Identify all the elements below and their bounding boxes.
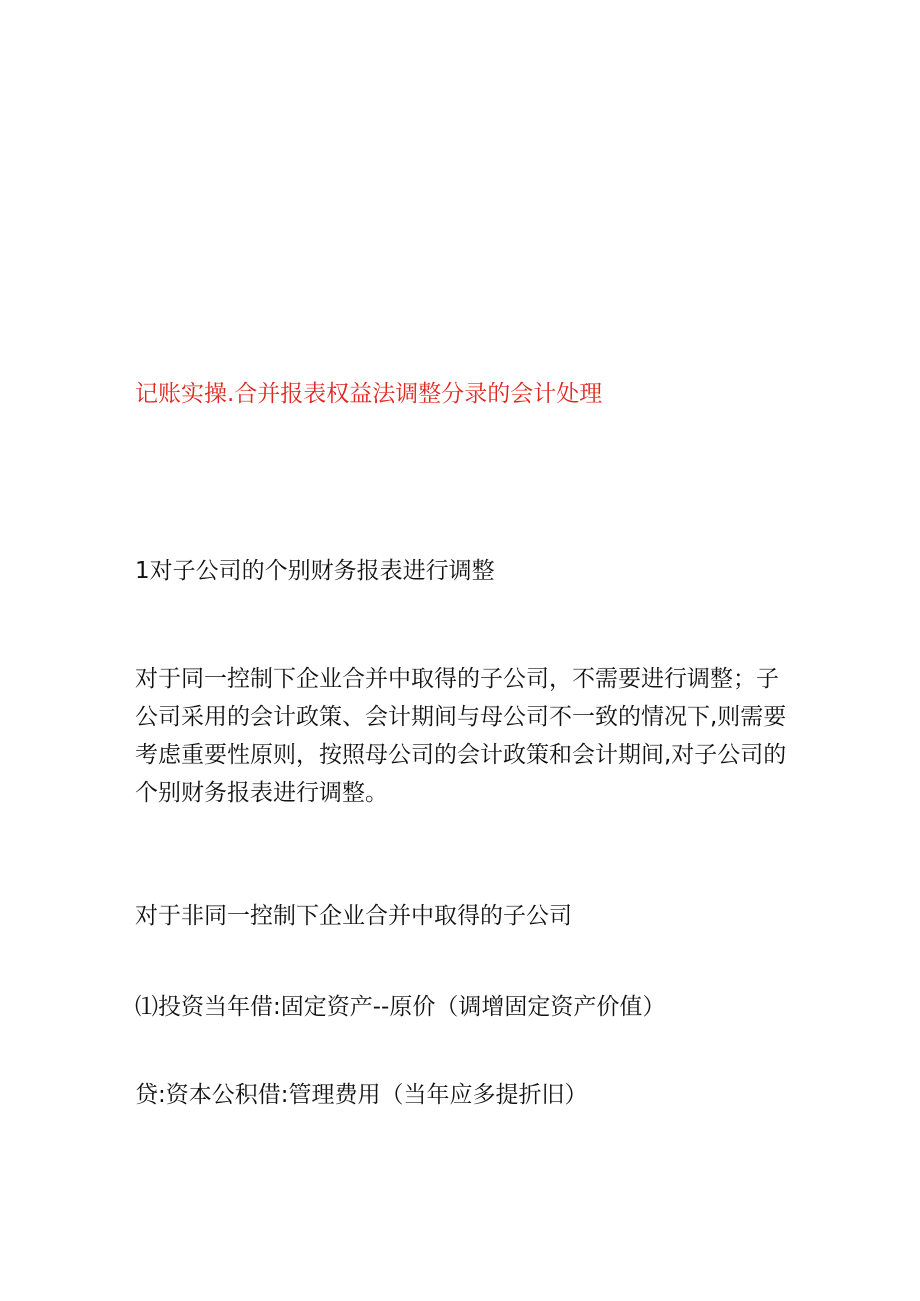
paragraph-line: 个别财务报表进行调整。	[135, 780, 388, 806]
paragraph-line: 对于同一控制下企业合并中取得的子公司，不需要进行调整；子	[135, 666, 779, 692]
paragraph-line: 考虑重要性原则，按照母公司的会计政策和会计期间,对子公司的	[135, 742, 787, 768]
paragraph-line: 公司采用的会计政策、会计期间与母公司不一致的情况下,则需要	[135, 704, 787, 730]
non-same-control-line: 对于非同一控制下企业合并中取得的子公司	[135, 903, 572, 929]
paragraph-same-control	[135, 660, 795, 812]
entry-credit-line: 贷:资本公积借:管理费用（当年应多提折旧）	[135, 1082, 588, 1108]
entry-debit-line: ⑴投资当年借:固定资产--原价（调增固定资产价值）	[135, 994, 666, 1020]
section-heading: 1对子公司的个别财务报表进行调整	[135, 558, 495, 584]
document-title: 记账实操.合并报表权益法调整分录的会计处理	[135, 381, 603, 407]
